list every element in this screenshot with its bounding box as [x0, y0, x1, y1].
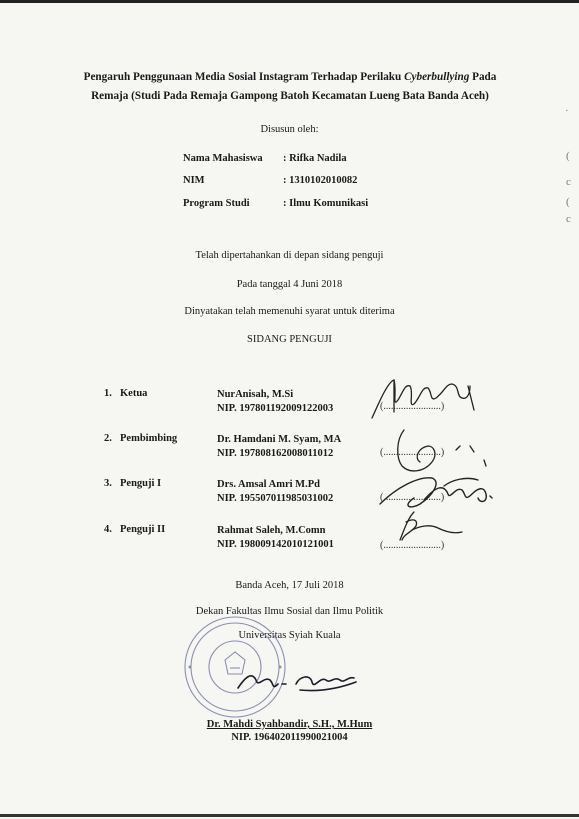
signature-line: (.......................): [380, 540, 445, 551]
signature-line: (.......................): [380, 401, 445, 412]
examiner-name: NurAnisah, M.Si: [217, 389, 294, 400]
dean-nip: NIP. 196402011990021004: [231, 732, 348, 743]
examiner-role: Ketua: [120, 388, 148, 399]
examiner-number: 3.: [104, 478, 112, 489]
edge-mark: c: [566, 213, 571, 225]
dean-name: Dr. Mahdi Syahbandir, S.H., M.Hum: [206, 719, 373, 730]
examiner-name: Drs. Amsal Amri M.Pd: [217, 479, 320, 490]
defense-date: Pada tanggal 4 Juni 2018: [236, 279, 343, 290]
examiner-number: 1.: [104, 388, 112, 399]
examiner-number: 4.: [104, 524, 112, 535]
thesis-title-line-1: Pengaruh Penggunaan Media Sosial Instagram Terhadap Perilaku Cyberbullying Pada: [83, 71, 497, 83]
signature-line: (.......................): [380, 492, 445, 503]
student-name-label: Nama Mahasiswa: [183, 153, 263, 164]
committee-heading: SIDANG PENGUJI: [247, 334, 332, 345]
examiner-nip: NIP. 198009142010121001: [217, 539, 334, 550]
bottom-border: [0, 814, 579, 817]
examiner-nip: NIP. 195507011985031002: [217, 493, 334, 504]
examiner-nip: NIP. 197808162008011012: [217, 448, 334, 459]
edge-mark: (: [566, 150, 570, 162]
examiner-number: 2.: [104, 433, 112, 444]
program-value: : Ilmu Komunikasi: [283, 198, 369, 209]
examiner-name: Dr. Hamdani M. Syam, MA: [217, 434, 342, 445]
university-stamp: [180, 612, 290, 722]
edge-mark: c: [566, 176, 571, 188]
student-name-value: : Rifka Nadila: [283, 153, 347, 164]
nim-label: NIM: [183, 175, 205, 186]
examiner-role: Pembimbing: [120, 433, 178, 444]
university-name: Universitas Syiah Kuala: [238, 630, 341, 641]
place-date: Banda Aceh, 17 Juli 2018: [235, 580, 344, 591]
dean-title: Dekan Fakultas Ilmu Sosial dan Ilmu Politik: [195, 606, 384, 617]
thesis-title-line-2: Remaja (Studi Pada Remaja Gampong Batoh Kecamatan Lueng Bata Banda Aceh): [91, 90, 489, 102]
program-label: Program Studi: [183, 198, 250, 209]
edge-mark: ·: [565, 105, 569, 117]
top-border: [0, 0, 579, 3]
compiled-by: Disusun oleh:: [260, 124, 319, 135]
declared-statement: Dinyatakan telah memenuhi syarat untuk diterima: [184, 306, 395, 317]
nim-value: : 1310102010082: [283, 175, 358, 186]
edge-mark: (: [566, 196, 570, 208]
defended-statement: Telah dipertahankan di depan sidang penguji: [195, 250, 384, 261]
examiner-name: Rahmat Saleh, M.Comn: [217, 525, 326, 536]
signature-line: (.......................): [380, 447, 445, 458]
examiner-role: Penguji II: [120, 524, 166, 535]
examiner-role: Penguji I: [120, 478, 162, 489]
examiner-nip: NIP. 197801192009122003: [217, 403, 334, 414]
